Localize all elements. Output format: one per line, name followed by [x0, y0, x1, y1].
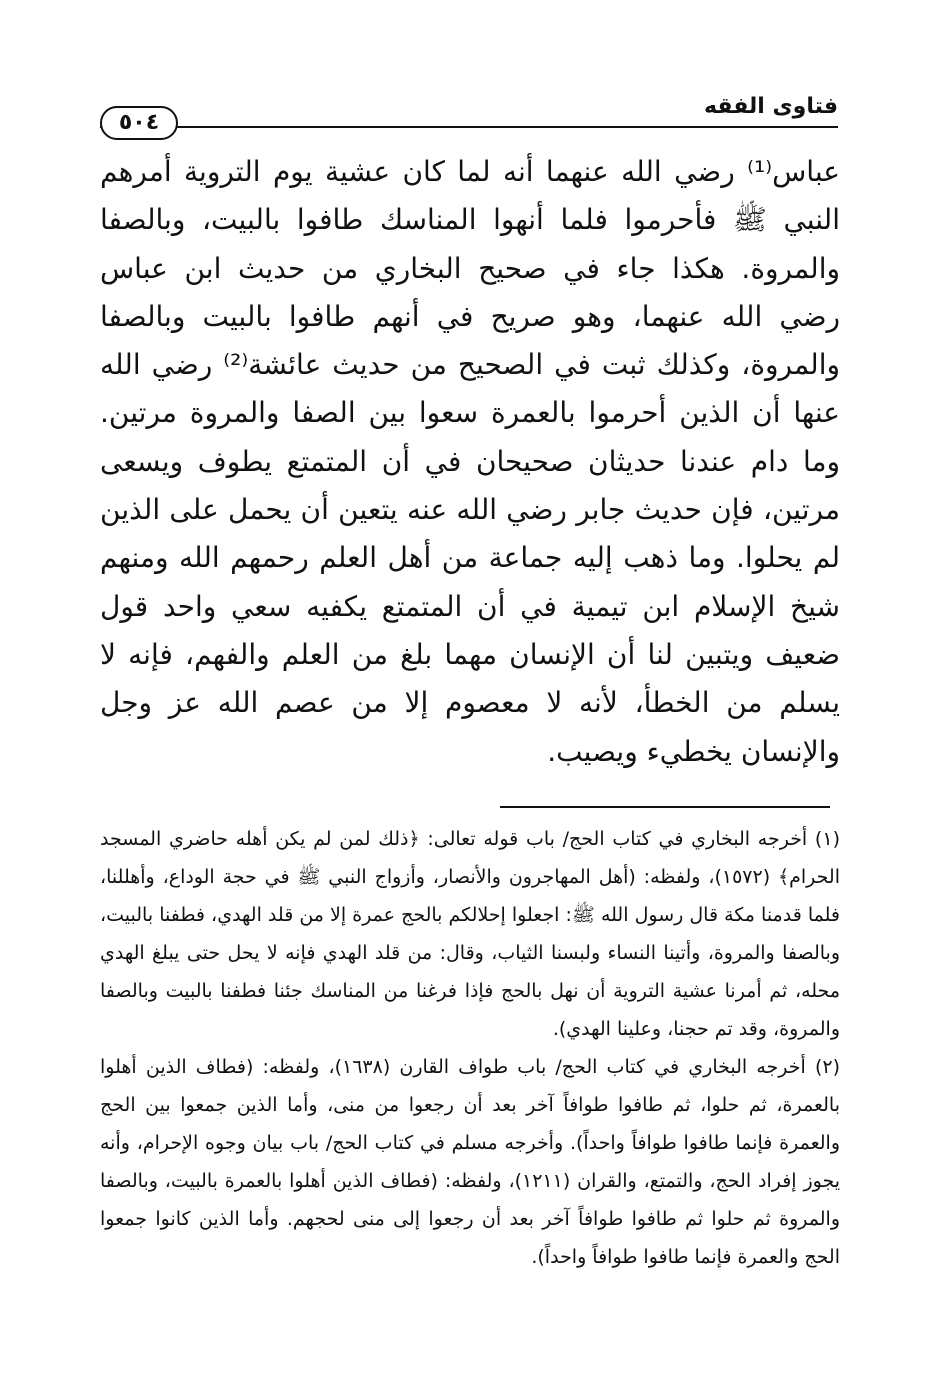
footnote-separator: [500, 806, 830, 808]
footnotes: [100, 820, 840, 1276]
page-header: [100, 88, 838, 134]
running-title: فتاوى الفقه: [704, 94, 838, 119]
page-number-badge: ٥٠٤: [100, 106, 178, 140]
footnote-1: (١) أخرجه البخاري في كتاب الحج/ باب قوله تعالى: ﴿ذلك لمن لم يكن أهله حاضري المسجد الحرام﴾ (١٥٧٢)، ولفظه: (أهل المهاجرون والأنصار، وأزواج النبي ﷺ في حجة الوداع، وأهللنا، فلما قدمنا مكة قال رسول الله ﷺ: اجعلوا إحلالكم بالحج عمرة إلا من قلد الهدي، فطفنا بالبيت، وبالصفا والمروة، وأتينا النساء ولبسنا الثياب، وقال: من قلد الهدي فإنه لا يحل حتى يبلغ الهدي محله، ثم أمرنا عشية التروية أن نهل بالحج فإذا فرغنا من المناسك جئنا فطفنا بالبيت وبالصفا والمروة، وقد تم حجنا، وعلينا الهدي).: [100, 828, 840, 1040]
footnote-2: (٢) أخرجه البخاري في كتاب الحج/ باب طواف القارن (١٦٣٨)، ولفظه: (فطاف الذين أهلوا بالعمرة، ثم حلوا، ثم طافوا طوافاً آخر بعد أن رجعوا من منى، وأما الذين جمعوا بين الحج والعمرة فإنما طافوا طوافاً واحداً). وأخرجه مسلم في كتاب الحج/ باب بيان وجوه الإحرام، وأنه يجوز إفراد الحج، والتمتع، والقران (١٢١١)، ولفظه: (فطاف الذين أهلوا بالعمرة بالبيت، وبالصفا والمروة ثم حلوا ثم طافوا طوافاً آخر بعد أن رجعوا إلى منى لحجهم. وأما الذين كانوا جمعوا الحج والعمرة فإنما طافوا طوافاً واحداً).: [100, 1056, 841, 1268]
main-paragraph: عباس⁽¹⁾ رضي الله عنهما أنه لما كان عشية يوم التروية أمرهم النبي ﷺ فأحرموا فلما أنهوا المناسك طافوا بالبيت، وبالصفا والمروة. هكذا جاء في صحيح البخاري من حديث ابن عباس رضي الله عنهما، وهو صريح في أنهم طافوا بالبيت وبالصفا والمروة، وكذلك ثبت في الصحيح من حديث عائشة⁽²⁾ رضي الله عنها أن الذين أحرموا بالعمرة سعوا بين الصفا والمروة مرتين. وما دام عندنا حديثان صحيحان في أن المتمتع يطوف ويسعى مرتين، فإن حديث جابر رضي الله عنه يتعين أن يحمل على الذين لم يحلوا. وما ذهب إليه جماعة من أهل العلم رحمهم الله ومنهم شيخ الإسلام ابن تيمية في أن المتمتع يكفيه سعي واحد قول ضعيف ويتبين لنا أن الإنسان مهما بلغ من العلم والفهم، فإنه لا يسلم من الخطأ، لأنه لا معصوم إلا من عصم الله عز وجل والإنسان يخطيء ويصيب.: [100, 155, 840, 768]
main-text: [100, 148, 840, 776]
header-rule: [100, 126, 838, 128]
